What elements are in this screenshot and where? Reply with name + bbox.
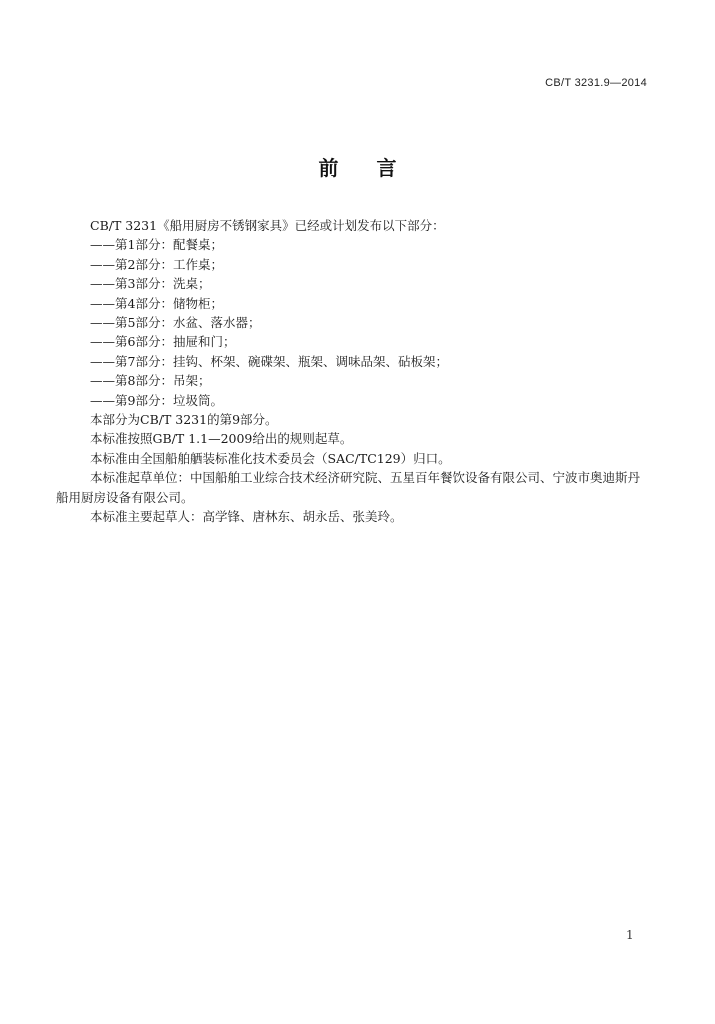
part-list-item: ——第1部分：配餐桌；: [90, 237, 223, 253]
part-list-item: ——第9部分：垃圾筒。: [90, 392, 223, 408]
drafters-paragraph: 本标准主要起草人：高学锋、唐林东、胡永岳、张美玲。: [90, 509, 403, 525]
part-list-item: ——第2部分：工作桌；: [90, 256, 223, 272]
drafting-units-paragraph: 本标准起草单位：中国船舶工业综合技术经济研究院、五星百年餐饮设备有限公司、宁波市奥迪斯丹船用厨房设备有限公司。: [56, 470, 641, 505]
document-code: CB/T 3231.9—2014: [545, 77, 647, 89]
foreword-body: [56, 216, 648, 527]
part-list-item: ——第3部分：洗桌；: [90, 276, 211, 292]
page-title: 前言: [318, 156, 435, 180]
page-number: 1: [626, 928, 634, 942]
intro-paragraph: CB/T 3231《船用厨房不锈钢家具》已经或计划发布以下部分：: [90, 218, 445, 233]
statement-paragraph: 本标准按照GB/T 1.1—2009给出的规则起草。: [90, 431, 353, 447]
part-list-item: ——第5部分：水盆、落水器；: [90, 315, 261, 331]
statement-paragraph: 本部分为CB/T 3231的第9部分。: [90, 412, 278, 428]
part-list-item: ——第4部分：储物柜；: [90, 295, 223, 311]
part-list-item: ——第8部分：吊架；: [90, 373, 211, 389]
part-list-item: ——第7部分：挂钩、杯架、碗碟架、瓶架、调味品架、砧板架；: [90, 353, 448, 369]
statement-paragraph: 本标准由全国船舶舾装标准化技术委员会（SAC/TC129）归口。: [90, 450, 451, 466]
part-list-item: ——第6部分：抽屉和门；: [90, 334, 236, 350]
